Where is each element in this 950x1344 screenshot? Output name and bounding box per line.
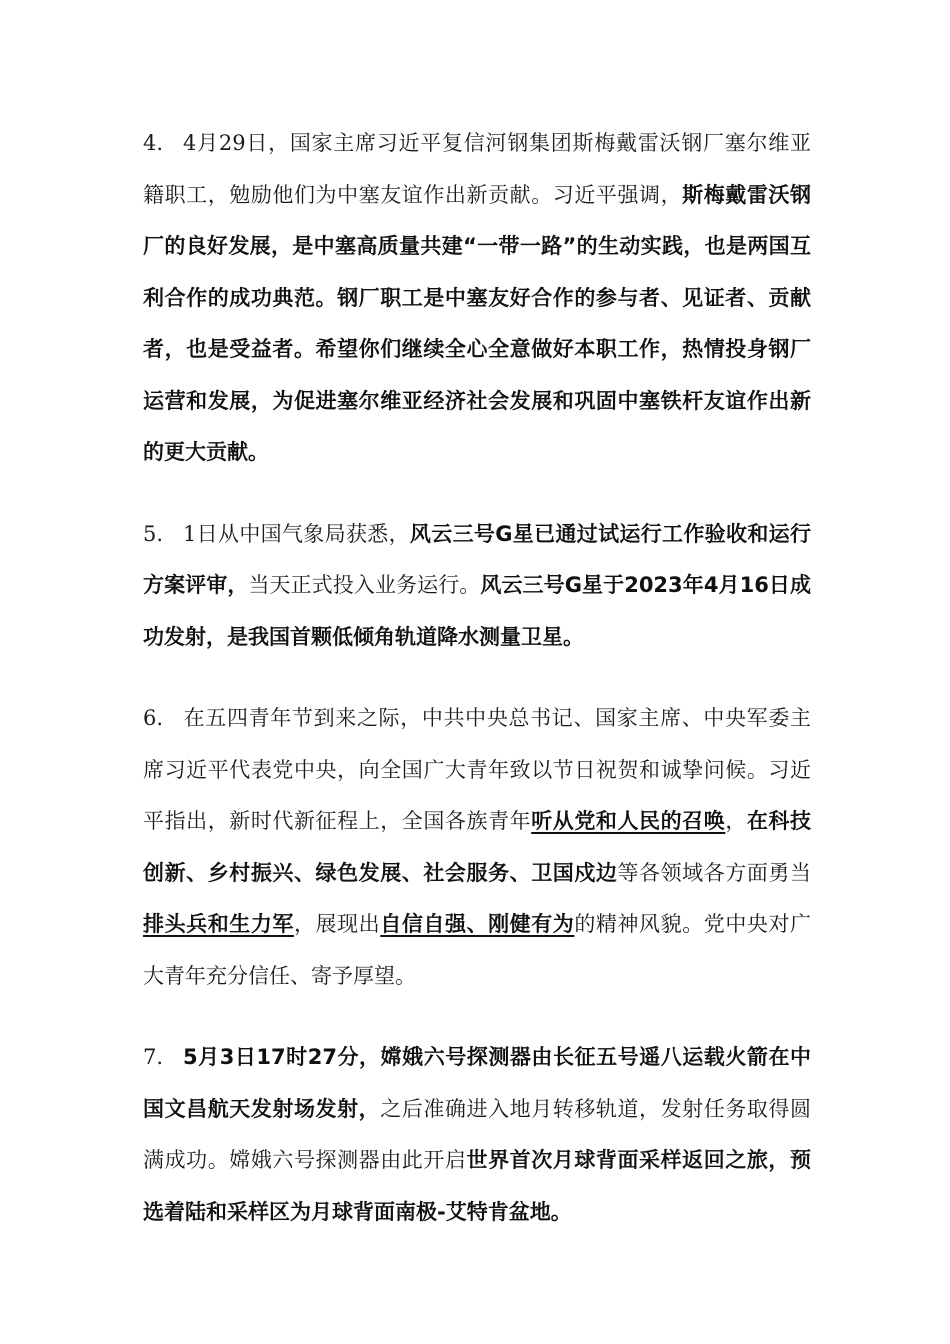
- text-run: 1日从中国气象局获悉，: [183, 521, 410, 546]
- news-item-5: [143, 509, 811, 664]
- text-run: 等各领域各方面勇当: [617, 860, 812, 885]
- item-number: 6.: [143, 706, 164, 730]
- text-run: ，: [725, 809, 747, 833]
- item-number: 5.: [143, 521, 164, 546]
- news-item-6: [143, 693, 811, 1002]
- text-run: 4月29日，国家主席习近平复信河钢集团斯梅戴雷沃钢厂塞尔维亚籍职工，勉励他们为中塞友谊作出新贡献。习近平强调，: [143, 131, 811, 207]
- underlined-bold-text-run: 自信自强、刚健有为: [380, 912, 575, 936]
- text-run: 当天正式投入业务运行。: [248, 573, 481, 597]
- underlined-bold-text-run: 听从党和人民的召唤: [531, 809, 726, 833]
- text-run: 在五四青年节到来之际，中共中央总书记、国家主席、中央军委主席习近平代表党中央，向全国广大青年致以节日祝贺和诚挚问候。习近平指出，新时代新征程上，全国各族青年: [143, 706, 811, 833]
- text-run: ，展现出: [293, 912, 381, 936]
- item-number: 4.: [143, 131, 164, 155]
- bold-text-run: 风云三号G星于2023年4月16日成功发射，是我国首颗低倾角轨道降水测量卫星。: [143, 573, 812, 649]
- bold-text-run: 斯梅戴雷沃钢厂的良好发展，是中塞高质量共建“一带一路”的生动实践，也是两国互利合作的成功典范。钢厂职工是中塞友好合作的参与者、见证者、贡献者，也是受益者。希望你们继续全心全意做好本职工作，热情投身钢厂运营和发展，为促进塞尔维亚经济社会发展和巩固中塞铁杆友谊作出新的更大贡献。: [143, 182, 812, 464]
- bold-text-run: 风云三号G星已通过试运行工作验收和运行方案评审，: [143, 521, 811, 597]
- text-run: 的精神风貌。党中央对广大青年充分信任、寄予厚望。: [143, 912, 812, 988]
- underlined-bold-text-run: 排头兵和生力军: [143, 912, 294, 936]
- news-item-7: [143, 1032, 811, 1238]
- news-item-4: [143, 118, 811, 479]
- text-run: 之后准确进入地月转移轨道，发射任务取得圆满成功。嫦娥六号探测器由此开启: [143, 1096, 811, 1172]
- item-number: 7.: [143, 1045, 164, 1069]
- bold-text-run: 在科技创新、乡村振兴、绿色发展、社会服务、卫国戍边: [143, 809, 812, 885]
- bold-text-run: 5月3日17时27分，嫦娥六号探测器由长征五号遥八运载火箭在中国文昌航天发射场发射，: [143, 1045, 811, 1121]
- bold-text-run: 世界首次月球背面采样返回之旅，预选着陆和采样区为月球背面南极-艾特肯盆地。: [143, 1148, 811, 1224]
- document-body: [143, 118, 811, 1268]
